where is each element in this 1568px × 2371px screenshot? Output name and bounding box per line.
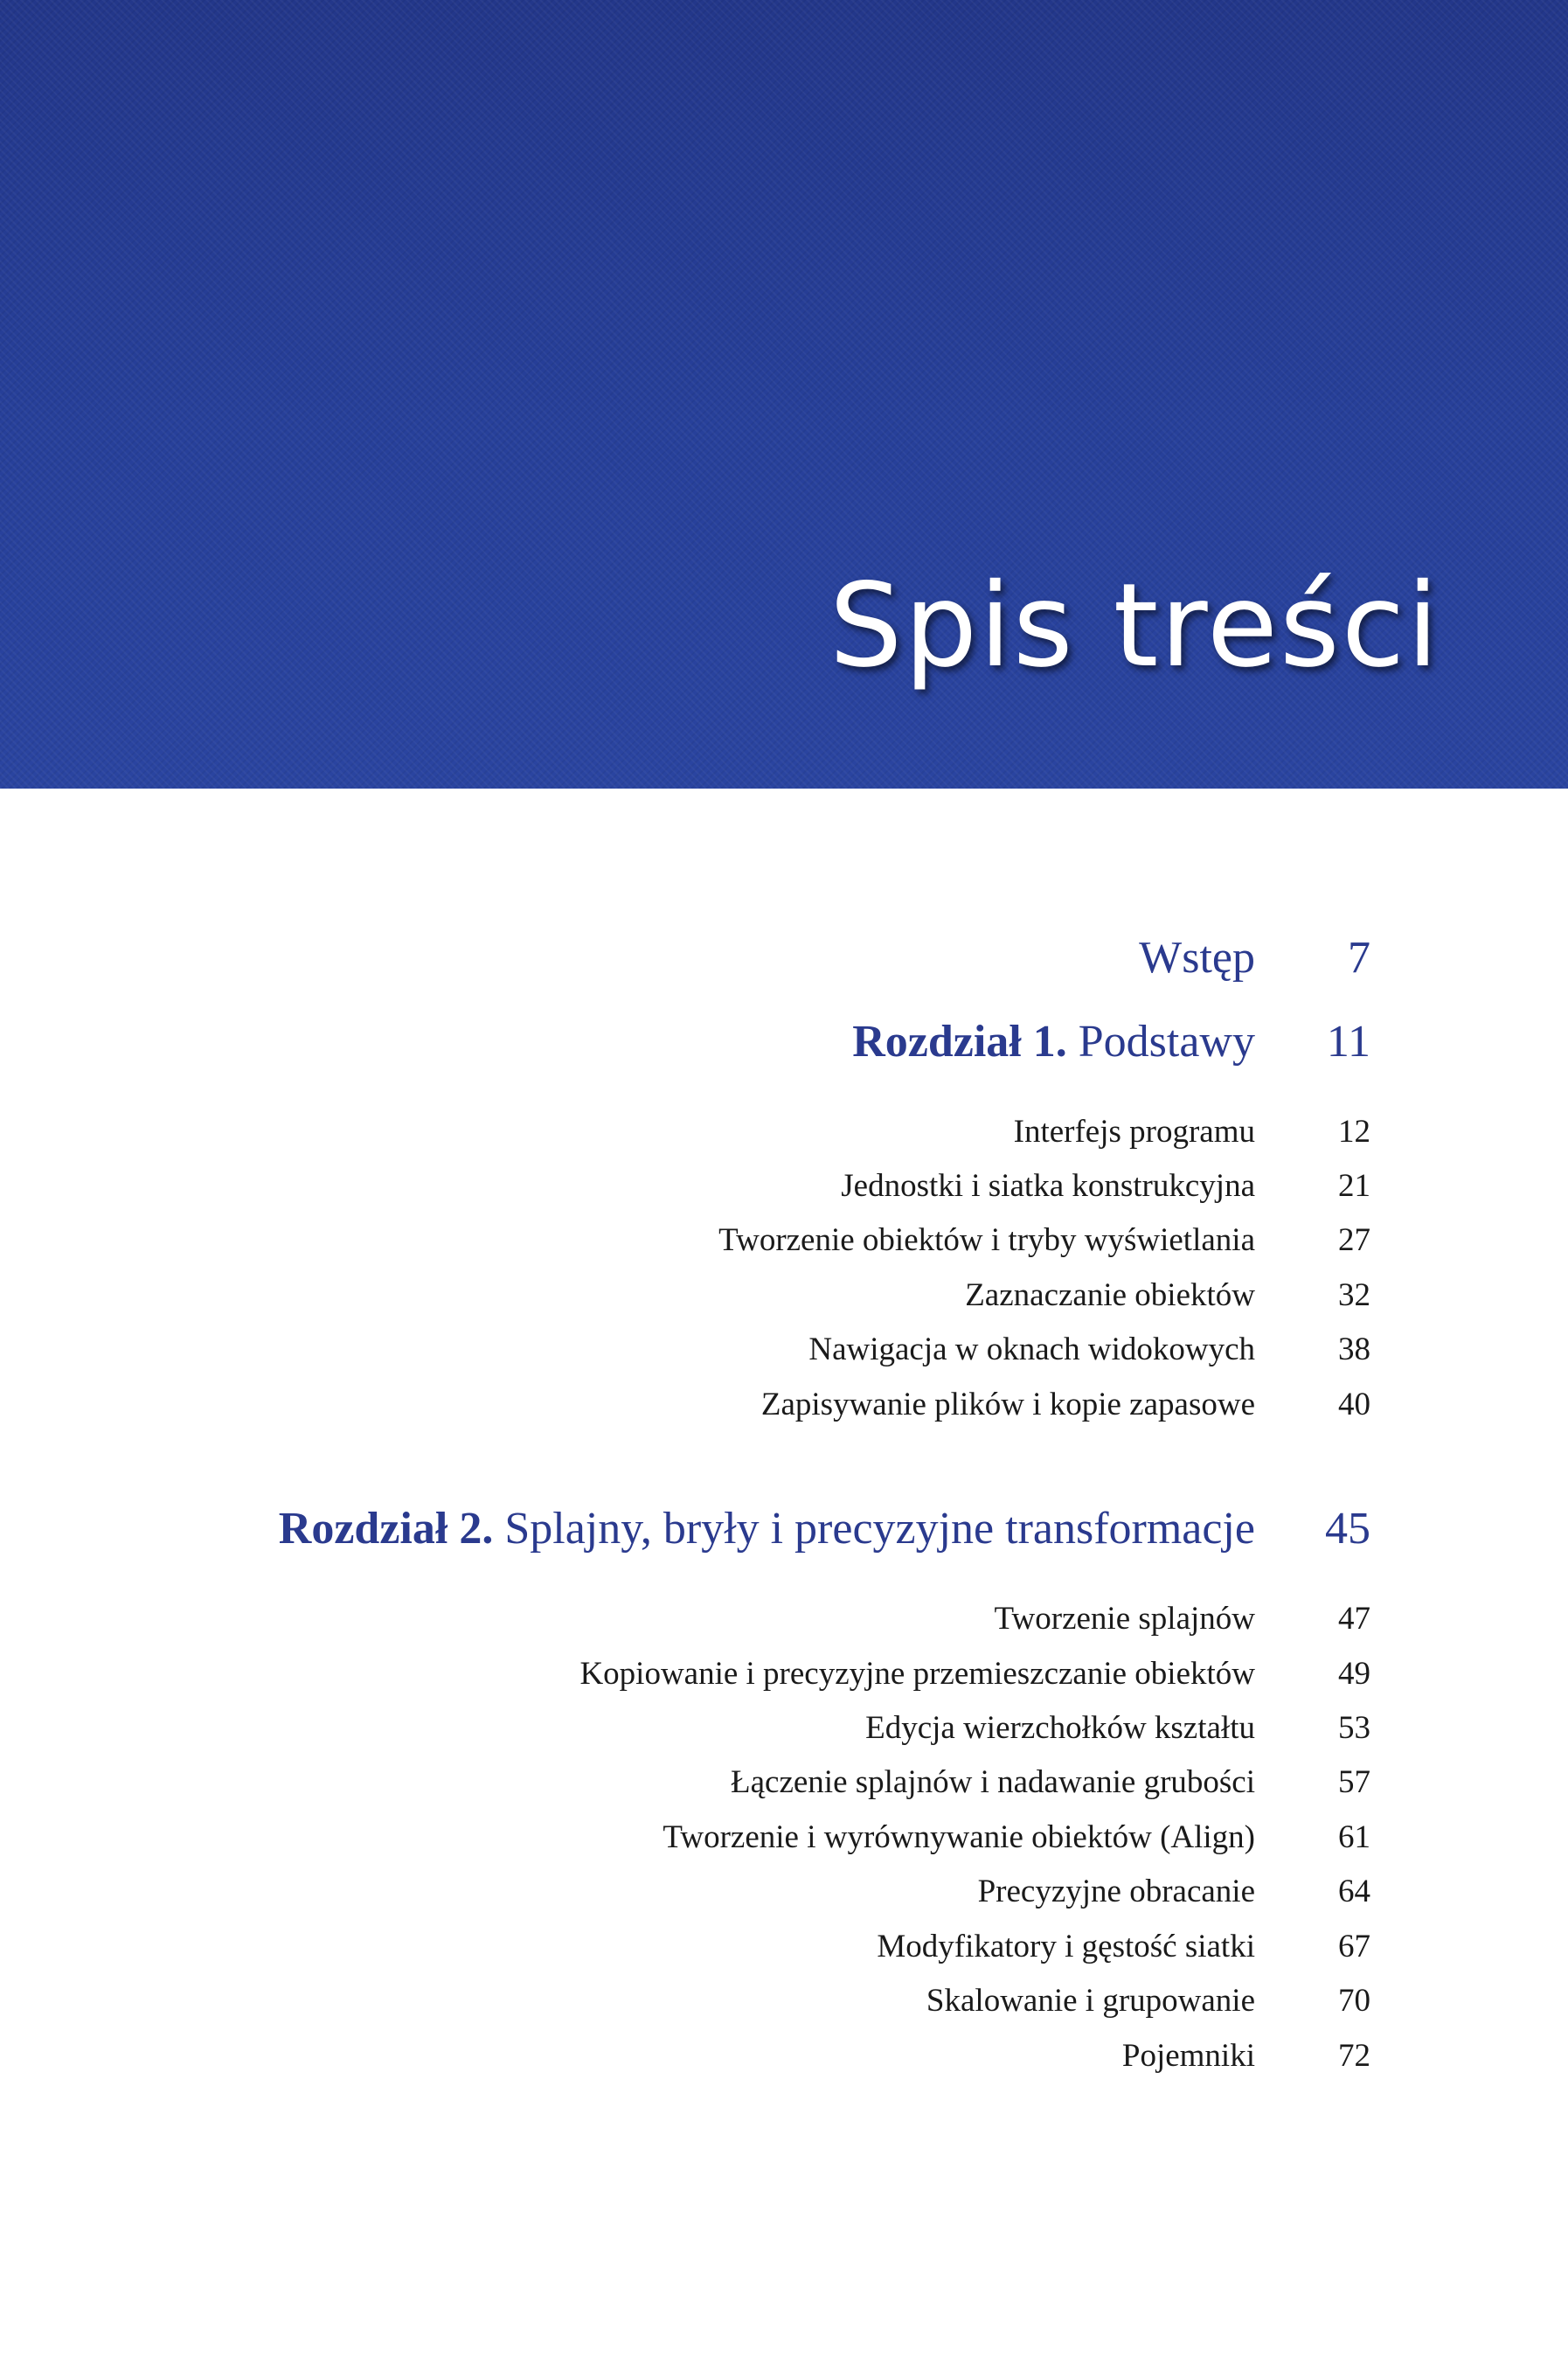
toc-section-page: 70 [1338, 1983, 1370, 2019]
toc-section-label: Modyfikatory i gęstość siatki [877, 1929, 1255, 1964]
chapter-title: Splajny, bryły i precyzyjne transformacje [493, 1504, 1255, 1554]
toc-section-label: Interfejs programu [1013, 1114, 1255, 1150]
toc-section-page: 67 [1338, 1929, 1370, 1964]
toc-section-page: 49 [1338, 1656, 1370, 1692]
toc-section-label: Nawigacja w oknach widokowych [808, 1332, 1255, 1367]
toc-section-label: Łączenie splajnów i nadawanie grubości [731, 1764, 1255, 1800]
toc-section-label: Tworzenie splajnów [994, 1601, 1255, 1637]
toc-section-label: Tworzenie i wyrównywanie obiektów (Align) [663, 1819, 1255, 1855]
toc-section-label: Zapisywanie plików i kopie zapasowe [760, 1387, 1255, 1422]
toc-section-label: Edycja wierzchołków kształtu [865, 1710, 1255, 1746]
toc-section-page: 57 [1338, 1764, 1370, 1800]
toc-section-label: Jednostki i siatka konstrukcyjna [841, 1168, 1255, 1204]
chapter-number: Rozdział 2. [278, 1504, 494, 1554]
page-title: Spis treści [829, 559, 1440, 693]
toc-section-page: 27 [1338, 1222, 1370, 1258]
toc-section-page: 38 [1338, 1332, 1370, 1367]
toc-entry-page: 7 [1348, 933, 1370, 983]
chapter-title: Podstawy [1066, 1017, 1255, 1067]
chapter-number: Rozdział 1. [852, 1017, 1067, 1067]
toc-chapter-label [852, 1016, 1255, 1068]
toc-section-label: Tworzenie obiektów i tryby wyświetlania [718, 1222, 1255, 1258]
toc-chapter-label [279, 1503, 1255, 1555]
toc-section-label: Skalowanie i grupowanie [926, 1983, 1255, 2019]
toc-section-page: 12 [1338, 1114, 1370, 1150]
toc-section-page: 40 [1338, 1387, 1370, 1422]
toc-section-page: 72 [1338, 2038, 1370, 2074]
toc-section-page: 21 [1338, 1168, 1370, 1204]
toc-section-page: 61 [1338, 1819, 1370, 1855]
toc-section-label: Pojemniki [1121, 2038, 1255, 2074]
toc-section-page: 53 [1338, 1710, 1370, 1746]
toc-section-page: 47 [1338, 1601, 1370, 1637]
toc-section-page: 64 [1338, 1874, 1370, 1909]
toc-entry-label: Wstęp [1139, 933, 1255, 983]
toc-section-label: Zaznaczanie obiektów [965, 1277, 1255, 1313]
toc-section-page: 32 [1338, 1277, 1370, 1313]
toc-chapter-page: 11 [1326, 1017, 1370, 1067]
toc-section-label: Precyzyjne obracanie [977, 1874, 1255, 1909]
toc-section-label: Kopiowanie i precyzyjne przemieszczanie obiektów [579, 1656, 1255, 1692]
toc-chapter-page: 45 [1325, 1504, 1370, 1554]
